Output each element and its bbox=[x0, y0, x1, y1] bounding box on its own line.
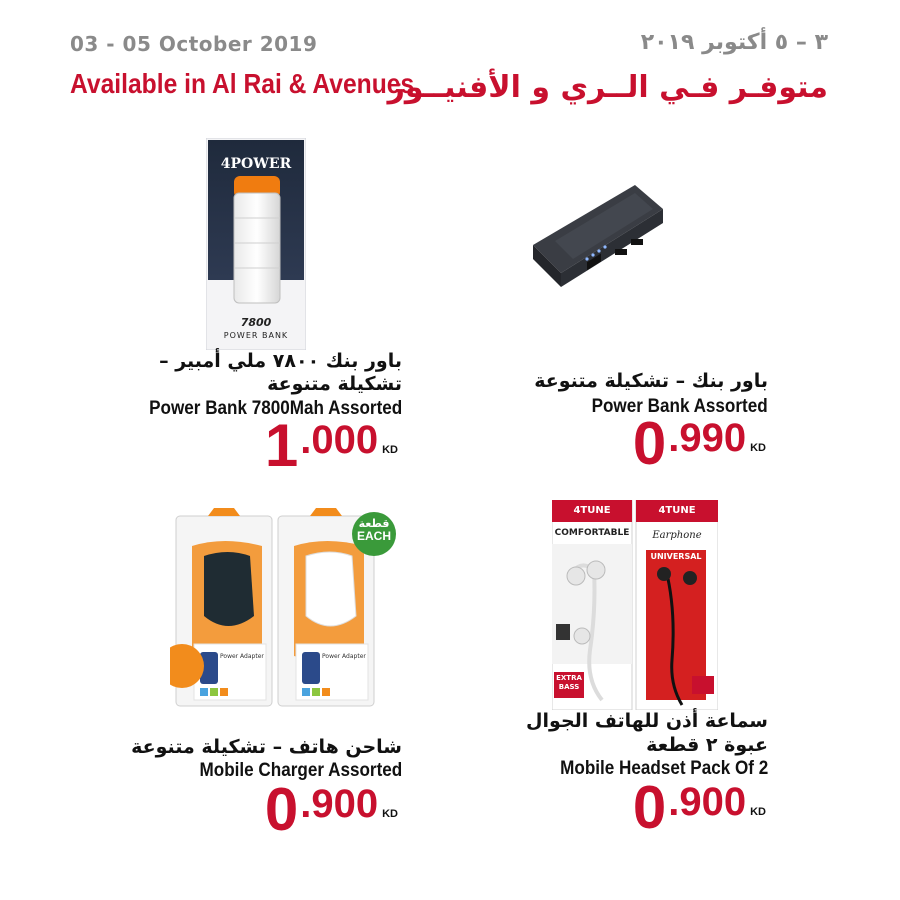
product-1-price bbox=[264, 412, 398, 479]
date-ar: ٣ – ٥ أكتوبر ٢٠١٩ bbox=[640, 30, 828, 55]
price-currency: KD bbox=[750, 806, 766, 818]
power-bank-image bbox=[525, 183, 665, 293]
each-badge bbox=[354, 517, 394, 543]
badge-en: EACH bbox=[356, 529, 391, 543]
product-4-price bbox=[632, 774, 766, 841]
price-integer: 1 bbox=[264, 412, 299, 479]
price-decimal: .900 bbox=[668, 780, 747, 824]
badge-ar: قطعة bbox=[358, 517, 390, 530]
box-label: Power Adapter bbox=[220, 653, 264, 660]
box-capacity: 7800 bbox=[240, 316, 272, 329]
headset-image bbox=[552, 500, 718, 710]
box-label-right: Earphone bbox=[652, 530, 702, 541]
product-2-price bbox=[632, 410, 766, 477]
product-2-name-ar-1: باور بنك – تشكيلة متنوعة bbox=[534, 370, 768, 392]
box-brand: 4POWER bbox=[220, 156, 292, 172]
price-decimal: .900 bbox=[300, 782, 379, 826]
box-brand-right: 4TUNE bbox=[658, 505, 696, 516]
box-bass: EXTRA BASS bbox=[556, 674, 582, 691]
price-decimal: .000 bbox=[300, 418, 379, 462]
box-label-2: Power Adapter bbox=[322, 653, 366, 660]
price-integer: 0 bbox=[632, 410, 667, 477]
price-decimal: .990 bbox=[668, 416, 747, 460]
product-3-name-en: Mobile Charger Assorted bbox=[199, 760, 402, 781]
price-integer: 0 bbox=[632, 774, 667, 841]
product-2-name-en: Power Bank Assorted bbox=[591, 396, 768, 417]
price-currency: KD bbox=[750, 442, 766, 454]
box-brand-left: 4TUNE bbox=[573, 505, 611, 516]
box-label: POWER BANK bbox=[223, 331, 289, 340]
product-4-name-en: Mobile Headset Pack Of 2 bbox=[559, 758, 768, 779]
product-3-price bbox=[264, 776, 398, 843]
availability-en: Available in Al Rai & Avenues bbox=[70, 68, 415, 99]
product-4-name-ar-1: سماعة أذن للهاتف الجوال bbox=[526, 710, 768, 732]
price-currency: KD bbox=[382, 808, 398, 820]
product-4-name-ar-2: عبوة ٢ قطعة bbox=[646, 734, 768, 756]
price-integer: 0 bbox=[264, 776, 299, 843]
product-1-name-en: Power Bank 7800Mah Assorted bbox=[148, 398, 402, 419]
box-universal: UNIVERSAL bbox=[650, 552, 702, 561]
mobile-charger-image bbox=[170, 506, 400, 710]
date-en: 03 - 05 October 2019 bbox=[70, 32, 318, 56]
product-1-name-ar-2: تشكيلة متنوعة bbox=[267, 373, 402, 395]
product-1-name-ar-1: باور بنك ٧٨٠٠ ملي أمبير – bbox=[159, 350, 402, 372]
price-currency: KD bbox=[382, 444, 398, 456]
availability-ar: متوفـر فـي الــري و الأفنيــوز bbox=[387, 70, 828, 105]
box-label-left: COMFORTABLE bbox=[554, 528, 630, 538]
product-3-name-ar-1: شاحن هاتف – تشكيلة متنوعة bbox=[131, 736, 402, 758]
power-bank-7800-image bbox=[206, 138, 306, 350]
